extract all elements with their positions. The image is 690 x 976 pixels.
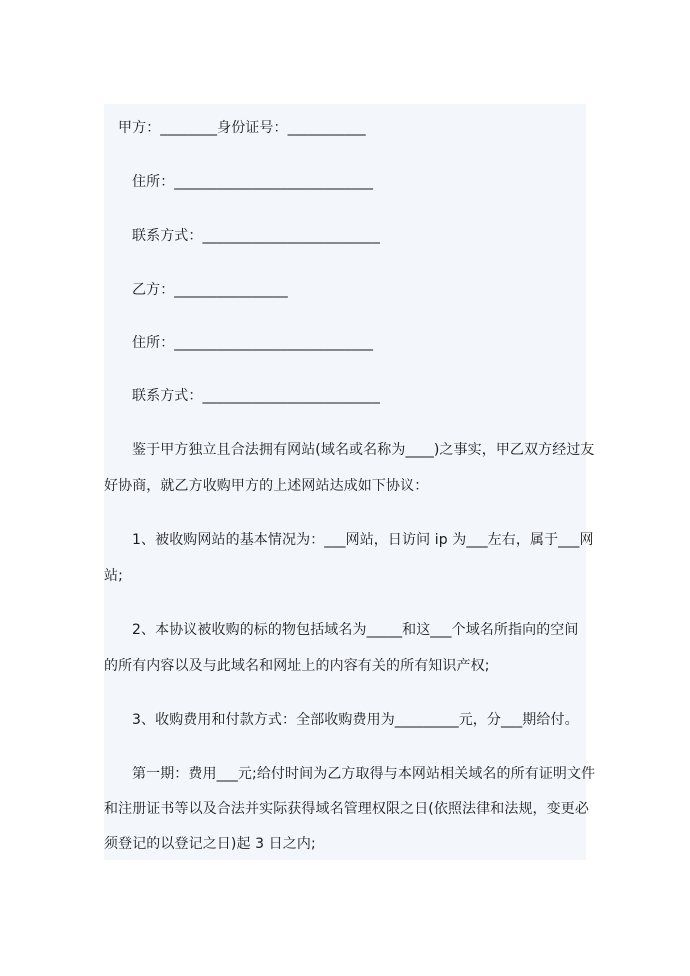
preamble-line-2: 好协商，就乙方收购甲方的上述网站达成如下协议： [104,478,429,494]
party-a-address-line: 住所：____________________________ [132,174,374,190]
clause-2-line-2: 的所有内容以及与此域名和网址上的内容有关的所有知识产权; [104,658,490,674]
party-b-contact-line: 联系方式：_________________________ [132,388,380,404]
phase-1-line-3: 须登记的以登记之日)起 3 日之内; [104,836,316,852]
clause-2-line-1: 2、本协议被收购的标的物包括域名为_____和这___个域名所指向的空间 [132,622,579,638]
party-b-address-line: 住所：____________________________ [132,335,374,351]
party-b-line: 乙方：________________ [132,282,288,298]
party-a-contact-line: 联系方式：_________________________ [132,228,380,244]
preamble-line-1: 鉴于甲方独立且合法拥有网站(域名或名称为____)之事实，甲乙双方经过友 [132,442,595,458]
clause-1-line-2: 站; [104,568,123,584]
phase-1-line-2: 和注册证书等以及合法并实际获得域名管理权限之日(依照法律和法规，变更必 [104,801,589,817]
party-a-line: 甲方：________身份证号：___________ [118,120,366,136]
clause-3-line-1: 3、收购费用和付款方式：全部收购费用为_________元，分___期给付。 [132,712,579,728]
phase-1-line-1: 第一期：费用___元;给付时间为乙方取得与本网站相关域名的所有证明文件 [132,766,596,782]
clause-1-line-1: 1、被收购网站的基本情况为：___网站，日访问 ip 为___左右，属于___网 [132,532,594,548]
